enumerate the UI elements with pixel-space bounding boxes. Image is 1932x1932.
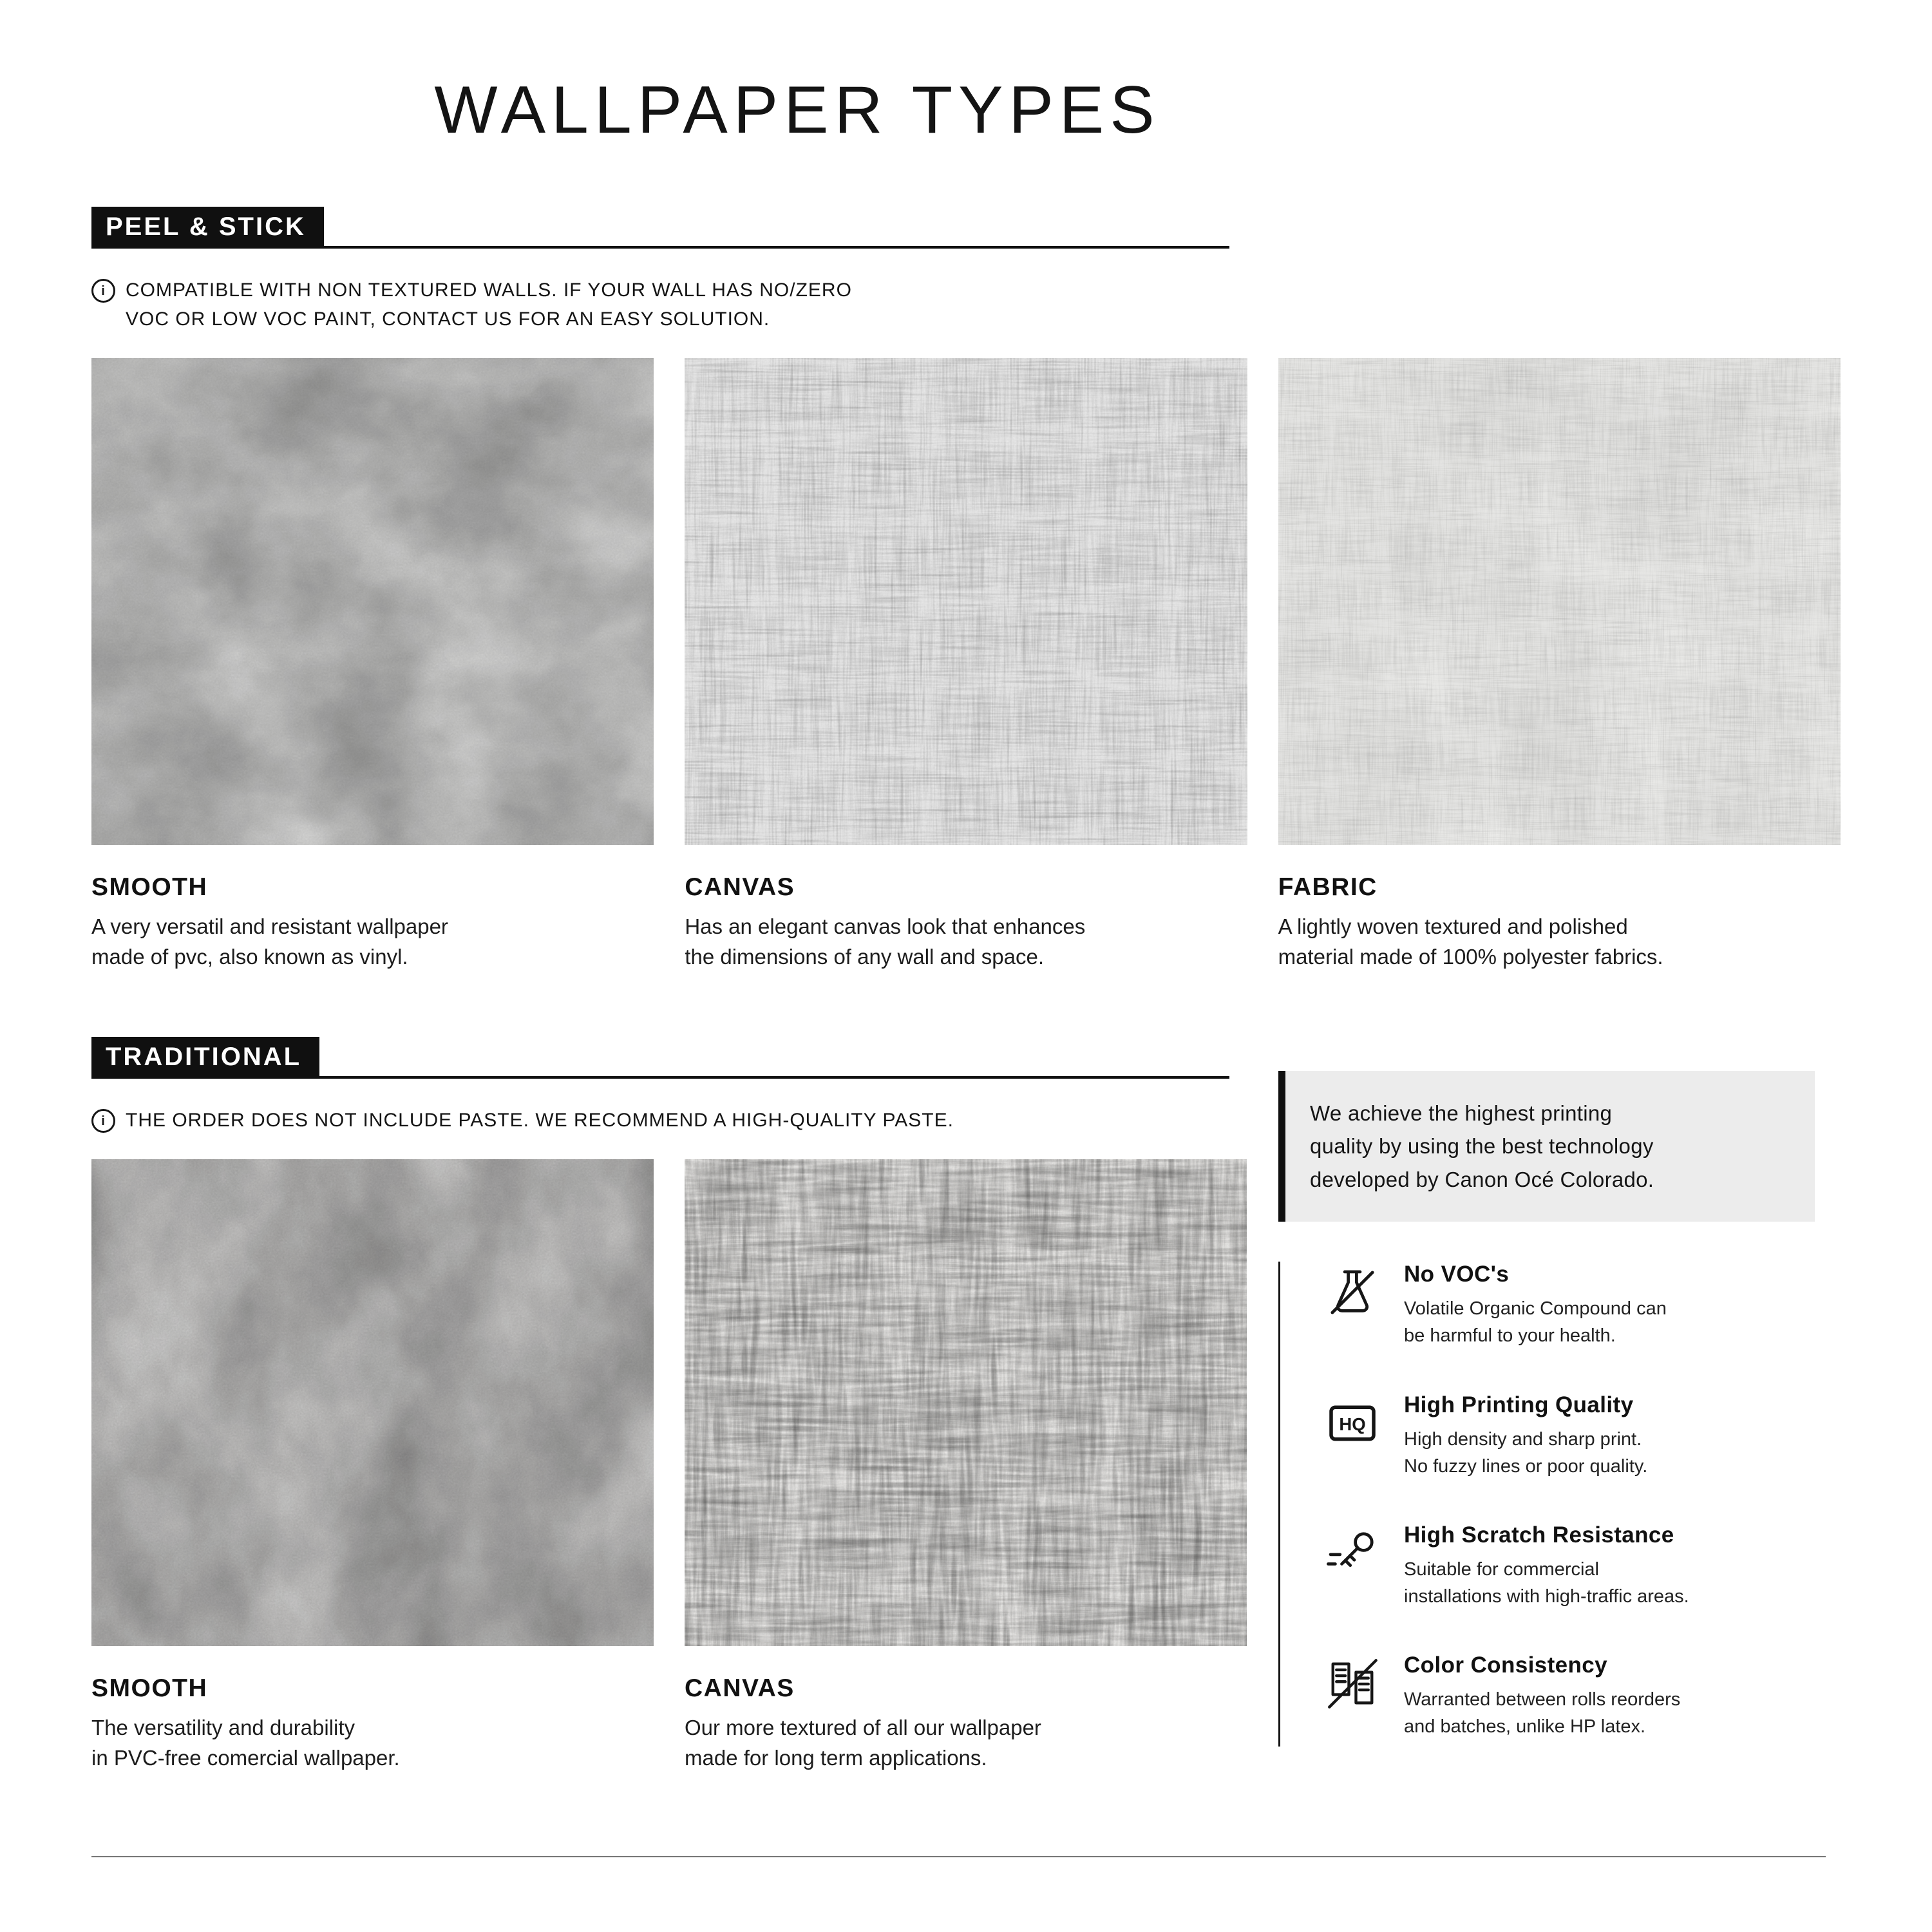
section-traditional — [91, 1037, 1841, 1774]
hq-icon-text: HQ — [1339, 1414, 1366, 1434]
desc-line: A very versatil and resistant wallpaper — [91, 914, 448, 938]
feature-description — [1404, 1426, 1647, 1480]
feature-title: High Printing Quality — [1404, 1392, 1634, 1417]
desc-line: The versatility and durability — [91, 1716, 355, 1739]
swatch-name: CANVAS — [685, 1674, 795, 1702]
info-icon — [91, 279, 115, 303]
canvas-texture-image — [685, 358, 1247, 845]
rough-canvas-texture-image — [685, 1159, 1247, 1646]
rough-canvas-texture-photo — [685, 1159, 1247, 1646]
feature-description — [1404, 1686, 1680, 1740]
fabric-texture-photo — [1278, 358, 1841, 845]
desc-line: be harmful to your health. — [1404, 1325, 1616, 1347]
info-icon-glyph: i — [101, 1113, 106, 1128]
smooth-texture-image — [91, 358, 654, 845]
feature-body — [1404, 1392, 1647, 1480]
feature-color-consistency — [1324, 1653, 1841, 1747]
callout-line: developed by Canon Océ Colorado. — [1310, 1167, 1654, 1191]
swatch-traditional-smooth — [91, 1159, 654, 1774]
feature-description — [1404, 1556, 1689, 1610]
feature-no-vocs — [1324, 1262, 1841, 1349]
traditional-section-header — [91, 1037, 1229, 1079]
fabric-texture-image — [1278, 358, 1841, 845]
traditional-paste-note — [91, 1106, 1247, 1135]
peel-section-header — [91, 207, 1229, 249]
swatch-description — [91, 912, 654, 972]
feature-title: Color Consistency — [1404, 1652, 1608, 1678]
smooth-texture-photo — [91, 1159, 654, 1646]
swatch-name: FABRIC — [1278, 873, 1378, 901]
note-line: COMPATIBLE WITH NON TEXTURED WALLS. IF YOUR WALL HAS NO/ZERO — [126, 279, 852, 301]
feature-high-printing-quality — [1324, 1392, 1841, 1480]
traditional-swatch-grid — [91, 1159, 1247, 1774]
swatch-traditional-canvas — [685, 1159, 1247, 1774]
swatch-description — [91, 1713, 654, 1774]
desc-line: A lightly woven textured and polished — [1278, 914, 1628, 938]
note-text — [126, 276, 852, 334]
note-line: THE ORDER DOES NOT INCLUDE PASTE. WE RECOMMEND A HIGH-QUALITY PASTE. — [126, 1110, 954, 1131]
desc-line: Suitable for commercial — [1404, 1558, 1599, 1580]
traditional-left-column — [91, 1037, 1247, 1774]
swatch-description — [685, 912, 1247, 972]
traditional-right-column — [1278, 1071, 1841, 1774]
feature-body — [1404, 1522, 1689, 1610]
desc-line: and batches, unlike HP latex. — [1404, 1716, 1646, 1737]
swatch-description — [1278, 912, 1841, 972]
swatch-peel-canvas — [685, 358, 1247, 972]
feature-high-scratch-resistance — [1324, 1522, 1841, 1610]
color-swatches-icon — [1324, 1655, 1381, 1712]
info-icon-glyph: i — [101, 283, 106, 298]
info-icon — [91, 1109, 115, 1133]
swatch-name: CANVAS — [685, 873, 795, 901]
desc-line: material made of 100% polyester fabrics. — [1278, 944, 1663, 969]
desc-line: Volatile Organic Compound can — [1404, 1298, 1667, 1320]
desc-line: Warranted between rolls reorders — [1404, 1689, 1681, 1710]
printing-quality-callout — [1278, 1071, 1815, 1222]
feature-body — [1404, 1653, 1680, 1740]
header-rule — [319, 1076, 1229, 1079]
peel-compatibility-note — [91, 276, 1841, 334]
desc-line: High density and sharp print. — [1404, 1428, 1642, 1450]
feature-title: High Scratch Resistance — [1404, 1522, 1674, 1548]
section-label-peel-stick: PEEL & STICK — [91, 207, 324, 249]
smooth-texture-image — [91, 1159, 654, 1646]
scratch-key-icon — [1324, 1525, 1381, 1582]
desc-line: Has an elegant canvas look that enhances — [685, 914, 1086, 938]
swatch-peel-smooth — [91, 358, 654, 972]
desc-line: in PVC-free comercial wallpaper. — [91, 1745, 400, 1770]
peel-swatch-grid — [91, 358, 1841, 972]
section-peel-and-stick — [91, 207, 1841, 972]
features-list — [1278, 1262, 1841, 1746]
section-label-traditional: TRADITIONAL — [91, 1037, 319, 1079]
header-rule — [324, 246, 1229, 249]
swatch-peel-fabric — [1278, 358, 1841, 972]
desc-line: Our more textured of all our wallpaper — [685, 1716, 1041, 1739]
desc-line: installations with high-traffic areas. — [1404, 1586, 1689, 1607]
swatch-description — [685, 1713, 1247, 1774]
feature-title: No VOC's — [1404, 1262, 1510, 1287]
note-text — [126, 1106, 954, 1135]
callout-line: quality by using the best technology — [1310, 1134, 1654, 1159]
smooth-texture-photo — [91, 358, 654, 845]
desc-line: No fuzzy lines or poor quality. — [1404, 1455, 1648, 1477]
feature-description — [1404, 1295, 1667, 1349]
swatch-name: SMOOTH — [91, 873, 208, 901]
page-title: WALLPAPER TYPES — [434, 73, 1160, 147]
bottom-divider — [91, 1856, 1826, 1857]
no-voc-icon — [1324, 1264, 1381, 1321]
desc-line: made for long term applications. — [685, 1745, 987, 1770]
swatch-name: SMOOTH — [91, 1674, 208, 1702]
desc-line: the dimensions of any wall and space. — [685, 944, 1044, 969]
feature-body — [1404, 1262, 1667, 1349]
canvas-texture-photo — [685, 358, 1247, 845]
note-line: VOC OR LOW VOC PAINT, CONTACT US FOR AN EASY SOLUTION. — [126, 308, 770, 330]
hq-icon — [1324, 1395, 1381, 1452]
desc-line: made of pvc, also known as vinyl. — [91, 944, 408, 969]
callout-line: We achieve the highest printing — [1310, 1101, 1613, 1125]
